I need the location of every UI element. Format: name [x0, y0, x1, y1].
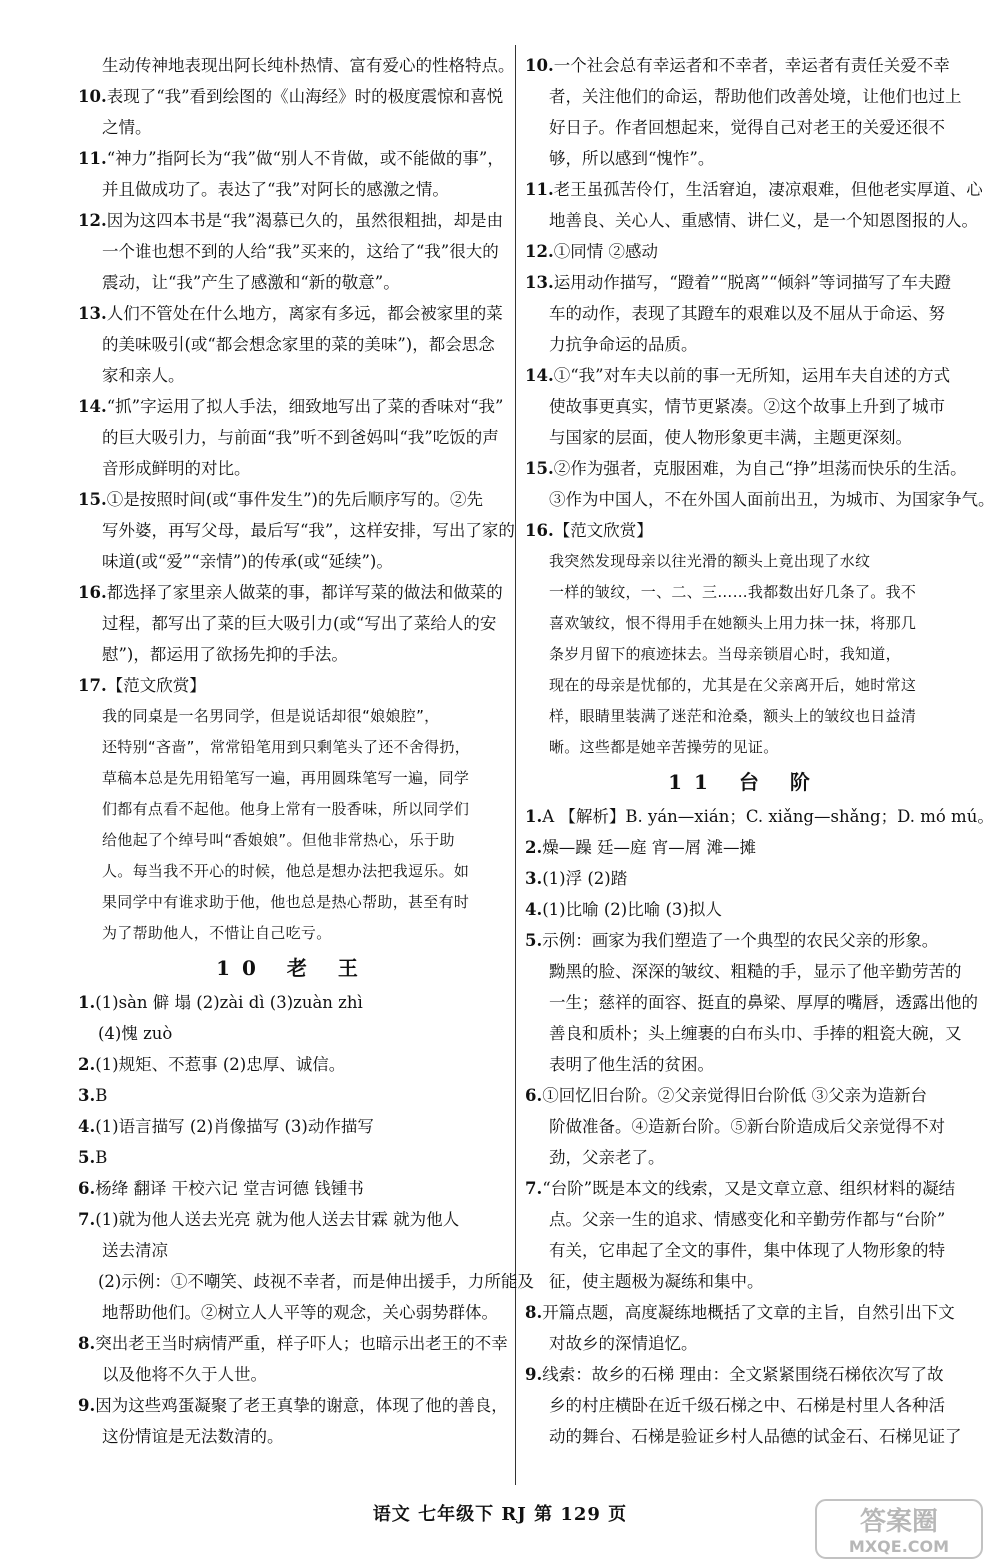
answer-text: (2)示例：①不嘲笑、歧视不幸者，而是伸出援手，力所能及	[98, 1272, 534, 1291]
answer-text: 开篇点题，高度凝练地概括了文章的主旨，自然引出下文	[542, 1303, 955, 1322]
question-number: 5.	[525, 931, 543, 950]
answer-line	[525, 236, 965, 267]
answer-text: 味道(或“爱”“亲情”)的传承(或“延续”)。	[102, 552, 393, 571]
answer-line	[78, 515, 515, 546]
answer-line	[525, 1390, 965, 1421]
answer-line	[78, 639, 508, 670]
answer-line	[525, 1359, 965, 1390]
answer-text: ①回忆旧台阶。②父亲觉得旧台阶低 ③父亲为造新台	[542, 1086, 927, 1105]
answer-line	[525, 801, 994, 832]
answer-line	[525, 1235, 965, 1266]
answer-text: 慰”)，都运用了欲扬先抑的手法。	[102, 645, 348, 664]
answer-line	[78, 391, 508, 422]
answer-text: “台阶”既是本文的线索，又是文章立意、组织材料的凝结	[542, 1179, 956, 1198]
answer-line	[78, 143, 508, 174]
question-number: 13.	[78, 304, 107, 323]
question-number: 2.	[525, 838, 543, 857]
answer-text: 一个社会总有幸运者和不幸者，幸运者有责任关爱不幸	[553, 56, 950, 75]
answer-text: A 【解析】B. yán—xián；C. xiǎng—shǎng；D. mó mú。	[542, 807, 994, 826]
answer-line	[525, 639, 965, 670]
answer-line	[525, 1173, 965, 1204]
answer-text: ③作为中国人，不在外国人面前出丑，为城市、为国家争气。	[549, 490, 995, 509]
question-number: 4.	[78, 1117, 96, 1136]
answer-text: 10 老 王	[216, 956, 370, 980]
answer-text: 表明了他生活的贫困。	[549, 1055, 714, 1074]
answer-text: 们都有点看不起他。他身上常有一股香味，所以同学们	[102, 800, 470, 818]
answer-text: “抓”字运用了拟人手法，细致地写出了菜的香味对“我”	[106, 397, 504, 416]
answer-line	[78, 205, 508, 236]
question-number: 7.	[525, 1179, 543, 1198]
answer-text: 表现了“我”看到绘图的《山海经》时的极度震惊和喜悦	[106, 87, 504, 106]
question-number: 17.	[78, 676, 107, 695]
answer-line	[525, 577, 965, 608]
answer-line	[78, 763, 508, 794]
answer-text: 有关，它串起了全文的事件，集中体现了人物形象的特	[549, 1241, 945, 1260]
answer-line	[525, 832, 965, 863]
answer-line	[78, 267, 508, 298]
answer-text: 现在的母亲是忧郁的，尤其是在父亲离开后，她时常这	[549, 676, 917, 694]
answer-text: B	[95, 1148, 108, 1167]
answer-line	[78, 1359, 508, 1390]
answer-text: 示例：画家为我们塑造了一个典型的农民父亲的形象。	[542, 931, 939, 950]
answer-line	[78, 577, 508, 608]
answer-text: 与国家的层面，使人物形象更丰满，主题更深刻。	[549, 428, 912, 447]
answer-text: (1)就为他人送去光亮 就为他人送去甘霖 就为他人	[95, 1210, 460, 1229]
answer-line	[525, 267, 965, 298]
watermark-url: MXQE.COM	[848, 1537, 950, 1556]
answer-line	[78, 81, 508, 112]
question-number: 1.	[78, 993, 96, 1012]
answer-text: 以及他将不久于人世。	[102, 1365, 267, 1384]
section-heading	[525, 763, 965, 801]
answer-text: 一生；慈祥的面容、挺直的鼻梁、厚厚的嘴唇，透露出他的	[549, 993, 978, 1012]
answer-text: ②作为强者，克服困难，为自己“挣”坦荡而快乐的生活。	[553, 459, 967, 478]
answer-line	[78, 670, 508, 701]
answer-line	[78, 1266, 534, 1297]
answer-text: 11 台 阶	[668, 770, 822, 794]
question-number: 8.	[525, 1303, 543, 1322]
answer-text: 我的同桌是一名男同学，但是说话却很“娘娘腔”，	[102, 707, 440, 725]
answer-line	[78, 608, 508, 639]
answer-line	[525, 1421, 965, 1452]
answer-text: 为了帮助他人，不惜让自己吃亏。	[102, 924, 332, 942]
question-number: 11.	[78, 149, 107, 168]
answer-text: ①同情 ②感动	[553, 242, 658, 261]
answer-text: 【范文欣赏】	[106, 676, 206, 695]
answer-text: 音形成鲜明的对比。	[102, 459, 251, 478]
question-number: 16.	[78, 583, 107, 602]
answer-line	[78, 1018, 508, 1049]
answer-line	[525, 391, 965, 422]
answer-text: 一样的皱纹，一、二、三……我都数出好几条了。我不	[549, 583, 917, 601]
answer-line	[525, 670, 965, 701]
answer-text: 黝黑的脸、深深的皱纹、粗糙的手，显示了他辛勤劳苦的	[549, 962, 962, 981]
answer-text: 力抗争命运的品质。	[549, 335, 698, 354]
answer-text: 样，眼睛里装满了迷茫和沧桑，额头上的皱纹也日益清	[549, 707, 917, 725]
answer-text: 人。每当我不开心的时候，他总是想办法把我逗乐。如	[102, 862, 470, 880]
answer-text: (1)语言描写 (2)肖像描写 (3)动作描写	[95, 1117, 374, 1136]
answer-text: 善良和质朴；头上缠裹的白布头巾、手捧的粗瓷大碗，又	[549, 1024, 962, 1043]
answer-text: 点。父亲一生的追求、情感变化和辛勤劳作都与“台阶”	[549, 1210, 946, 1229]
answer-text: 之情。	[102, 118, 152, 137]
answer-line	[78, 546, 508, 577]
answer-text: 写外婆，再写父母，最后写“我”，这样安排，写出了家的	[102, 521, 515, 540]
answer-text: 草稿本总是先用铅笔写一遍，再用圆珠笔写一遍，同学	[102, 769, 470, 787]
answer-line	[525, 453, 965, 484]
question-number: 13.	[525, 273, 554, 292]
answer-text: 这份情谊是无法数清的。	[102, 1427, 284, 1446]
answer-line	[78, 360, 508, 391]
answer-line	[525, 422, 965, 453]
answer-line	[525, 1111, 965, 1142]
answer-line	[78, 1049, 508, 1080]
answer-text: 过程，都写出了菜的巨大吸引力(或“写出了菜给人的安	[102, 614, 497, 633]
answer-line	[78, 856, 508, 887]
answer-text: 我突然发现母亲以往光滑的额头上竟出现了水纹	[549, 552, 871, 570]
answer-text: (1)浮 (2)踏	[542, 869, 628, 888]
question-number: 14.	[78, 397, 107, 416]
page-footer: 语文 七年级下 RJ 第 129 页	[372, 1504, 628, 1525]
question-number: 15.	[78, 490, 107, 509]
question-number: 12.	[78, 211, 107, 230]
section-heading	[78, 949, 508, 987]
answer-text: 阶做准备。④造新台阶。⑤新台阶造成后父亲觉得不对	[549, 1117, 945, 1136]
answer-line	[78, 329, 508, 360]
question-number: 12.	[525, 242, 554, 261]
answer-line	[525, 329, 965, 360]
answer-line	[78, 422, 508, 453]
right-column	[525, 50, 995, 1452]
question-number: 6.	[525, 1086, 543, 1105]
answer-line	[525, 1266, 965, 1297]
answer-line	[78, 236, 508, 267]
answer-text: 震动，让“我”产生了感激和“新的敬意”。	[102, 273, 400, 292]
answer-line	[525, 925, 965, 956]
question-number: 4.	[525, 900, 543, 919]
answer-text: (4)愧 zuò	[98, 1024, 173, 1043]
answer-text: 运用动作描写，“蹬着”“脱离”“倾斜”等词描写了车夫蹬	[553, 273, 951, 292]
answer-text: 【范文欣赏】	[553, 521, 653, 540]
answer-line	[525, 1328, 965, 1359]
answer-line	[78, 701, 508, 732]
answer-text: 突出老王当时病情严重，样子吓人；也暗示出老王的不幸	[95, 1334, 508, 1353]
question-number: 16.	[525, 521, 554, 540]
answer-text: 杨绛 翻译 干校六记 堂吉诃德 钱锺书	[95, 1179, 364, 1198]
answer-text: 劲，父亲老了。	[549, 1148, 665, 1167]
answer-line	[525, 1297, 965, 1328]
answer-text: ①“我”对车夫以前的事一无所知，运用车夫自述的方式	[553, 366, 951, 385]
answer-text: 因为这些鸡蛋凝聚了老王真挚的谢意，体现了他的善良，	[95, 1396, 508, 1415]
answer-text: 给他起了个绰号叫“香娘娘”。但他非常热心，乐于助	[102, 831, 455, 849]
answer-text: 家和亲人。	[102, 366, 185, 385]
answer-line	[525, 1018, 965, 1049]
answer-line	[525, 112, 965, 143]
question-number: 8.	[78, 1334, 96, 1353]
answer-text: 条岁月留下的痕迹抹去。当母亲锁眉心时，我知道，	[549, 645, 901, 663]
answer-text: 果同学中有谁求助于他，他也总是热心帮助，甚至有时	[102, 893, 470, 911]
answer-line	[525, 174, 983, 205]
answer-line	[525, 701, 965, 732]
question-number: 10.	[525, 56, 554, 75]
answer-line	[78, 50, 515, 81]
answer-line	[78, 1080, 508, 1111]
answer-text: 老王虽孤苦伶仃，生活窘迫，凄凉艰难，但他老实厚道、心	[553, 180, 983, 199]
answer-line	[525, 546, 965, 577]
answer-text: 燥—躁 廷—庭 宵—屑 滩—摊	[542, 838, 756, 857]
answer-text: 使故事更真实，情节更紧凑。②这个故事上升到了城市	[549, 397, 945, 416]
answer-line	[78, 174, 508, 205]
answer-text: 者，关注他们的命运，帮助他们改善处境，让他们也过上	[549, 87, 962, 106]
question-number: 10.	[78, 87, 107, 106]
answer-line	[78, 825, 508, 856]
answer-text: 一个谁也想不到的人给“我”买来的，这给了“我”很大的	[102, 242, 499, 261]
answer-line	[78, 1297, 508, 1328]
answer-text: 送去清凉	[102, 1241, 168, 1260]
answer-line	[78, 987, 508, 1018]
answer-line	[78, 112, 508, 143]
answer-text: 并且做成功了。表达了“我”对阿长的感激之情。	[102, 180, 449, 199]
answer-line	[525, 608, 965, 639]
answer-line	[78, 1235, 508, 1266]
answer-text: 因为这四本书是“我”渴慕已久的，虽然很粗拙，却是由	[106, 211, 504, 230]
answer-text: 车的动作，表现了其蹬车的艰难以及不屈从于命运、努	[549, 304, 945, 323]
answer-line	[525, 1142, 965, 1173]
question-number: 1.	[525, 807, 543, 826]
answer-line	[78, 1421, 508, 1452]
answer-line	[525, 143, 965, 174]
answer-line	[78, 1204, 508, 1235]
answer-line	[78, 298, 508, 329]
answer-line	[525, 1049, 965, 1080]
answer-line	[78, 887, 508, 918]
question-number: 15.	[525, 459, 554, 478]
answer-line	[78, 1111, 508, 1142]
answer-line	[78, 794, 508, 825]
watermark-logo	[814, 1498, 984, 1560]
answer-line	[525, 956, 965, 987]
question-number: 11.	[525, 180, 554, 199]
answer-text: (1)sàn 僻 塌 (2)zài dì (3)zuàn zhì	[95, 993, 363, 1012]
answer-line	[525, 50, 965, 81]
answer-line	[525, 298, 965, 329]
question-number: 3.	[78, 1086, 96, 1105]
left-column	[78, 50, 534, 1452]
answer-line	[78, 732, 508, 763]
answer-text: 好日子。作者回想起来，觉得自己对老王的关爱还很不	[549, 118, 945, 137]
answer-text: 征，使主题极为凝练和集中。	[549, 1272, 764, 1291]
question-number: 5.	[78, 1148, 96, 1167]
question-number: 9.	[78, 1396, 96, 1415]
answer-text: 够，所以感到“愧怍”。	[549, 149, 715, 168]
answer-text: 晰。这些都是她辛苦操劳的见证。	[549, 738, 779, 756]
question-number: 3.	[525, 869, 543, 888]
answer-line	[525, 1080, 965, 1111]
question-number: 7.	[78, 1210, 96, 1229]
answer-text: 线索：故乡的石梯 理由：全文紧紧围绕石梯依次写了故	[542, 1365, 944, 1384]
question-number: 6.	[78, 1179, 96, 1198]
answer-text: 地帮助他们。②树立人人平等的观念，关心弱势群体。	[102, 1303, 498, 1322]
answer-line	[525, 1204, 965, 1235]
question-number: 9.	[525, 1365, 543, 1384]
answer-text: 乡的村庄横卧在近千级石梯之中、石梯是村里人各种活	[549, 1396, 945, 1415]
answer-text: “神力”指阿长为“我”做“别人不肯做，或不能做的事”，	[106, 149, 504, 168]
answer-text: ①是按照时间(或“事件发生”)的先后顺序写的。②先	[106, 490, 483, 509]
answer-line	[525, 360, 965, 391]
question-number: 2.	[78, 1055, 96, 1074]
answer-line	[525, 515, 965, 546]
answer-line	[525, 987, 978, 1018]
answer-line	[525, 894, 965, 925]
answer-line	[78, 484, 508, 515]
answer-text: 地善良、关心人、重感情、讲仁义，是一个知恩图报的人。	[549, 211, 978, 230]
answer-text: 对故乡的深情追忆。	[549, 1334, 698, 1353]
answer-text: 人们不管处在什么地方，离家有多远，都会被家里的菜	[106, 304, 503, 323]
watermark-title: 答案圈	[859, 1507, 939, 1537]
answer-text: 还特别“吝啬”，常常铅笔用到只剩笔头了还不舍得扔，	[102, 738, 471, 756]
answer-line	[525, 205, 978, 236]
answer-text: (1)规矩、不惹事 (2)忠厚、诚信。	[95, 1055, 346, 1074]
answer-text: (1)比喻 (2)比喻 (3)拟人	[542, 900, 722, 919]
answer-line	[78, 1142, 508, 1173]
answer-text: B	[95, 1086, 108, 1105]
answer-line	[525, 732, 965, 763]
answer-line	[78, 1328, 508, 1359]
answer-line	[78, 918, 508, 949]
answer-text: 都选择了家里亲人做菜的事，都详写菜的做法和做菜的	[106, 583, 503, 602]
answer-line	[78, 1390, 508, 1421]
answer-text: 生动传神地表现出阿长纯朴热情、富有爱心的性格特点。	[102, 56, 515, 75]
answer-text: 喜欢皱纹，恨不得用手在她额头上用力抹一抹，将那几	[549, 614, 917, 632]
answer-line	[525, 81, 965, 112]
question-number: 14.	[525, 366, 554, 385]
answer-line	[525, 863, 965, 894]
answer-text: 的巨大吸引力，与前面“我”听不到爸妈叫“我”吃饭的声	[102, 428, 499, 447]
answer-line	[78, 453, 508, 484]
answer-line	[78, 1173, 508, 1204]
answer-text: 动的舞台、石梯是验证乡村人品德的试金石、石梯见证了	[549, 1427, 962, 1446]
answer-line	[525, 484, 995, 515]
answer-text: 的美味吸引(或“都会想念家里的菜的美味”)，都会思念	[102, 335, 495, 354]
